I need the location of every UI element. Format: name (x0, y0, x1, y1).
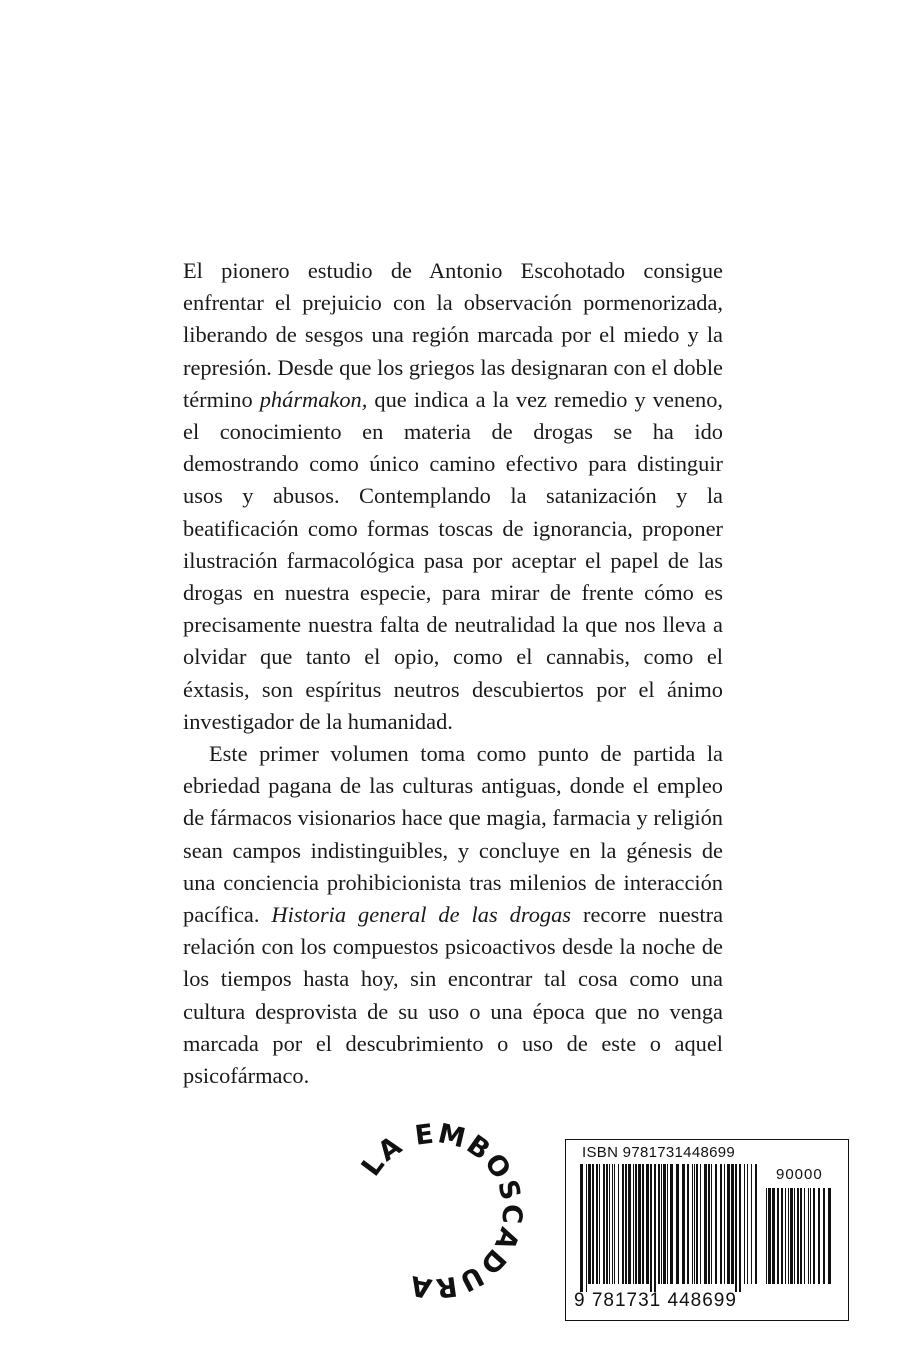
barcode-main-bars (580, 1164, 758, 1292)
barcode-main-digits: 9 781731 448699 (574, 1290, 737, 1311)
publisher-seal-logo (340, 1116, 530, 1306)
isbn-barcode (565, 1139, 849, 1321)
barcode-addon-digits: 90000 (776, 1166, 823, 1183)
blurb-p2-text-a: Este primer volumen toma como punto de partida la ebriedad pagana de las culturas antiguas, donde el empleo de fármacos visionarios hace que magia, farmacia y religión sean campos indistinguibles, y concluye en la génesis de una conciencia prohibicionista tras milenios de interacción pacífica. (183, 741, 723, 928)
blurb-p1-text-b: que indica a la vez remedio y veneno, el conocimiento en materia de drogas se ha ido demostrando como único camino efectivo para distinguir usos y abusos. Contemplando la satanización y la beatificación como formas toscas de ignorancia, proponer ilustración farmacológica pasa por aceptar el papel de las drogas en nuestra especie, para mirar de frente cómo es precisamente nuestra falta de neutralidad la que nos lleva a olvidar que tanto el opio, como el cannabis, como el éxtasis, son espíritus neutros descubiertos por el ánimo investigador de la humanidad. (183, 386, 723, 734)
blurb-p1-text-a: El pionero estudio de Antonio Escohotado consigue enfrentar el prejuicio con la observación pormenorizada, liberando de sesgos una región marcada por el miedo y la represión. Desde que los griegos las designaran con el doble término (183, 258, 723, 412)
back-cover-blurb (183, 255, 723, 1092)
isbn-label: ISBN 9781731448699 (582, 1144, 736, 1161)
blurb-paragraph-1 (183, 255, 723, 738)
publisher-seal-text: LA EMBOSCADURA (355, 1118, 528, 1304)
barcode-addon-bars (766, 1188, 831, 1292)
blurb-p2-italic-title: Historia general de las drogas (271, 902, 572, 928)
blurb-p2-text-b: recorre nuestra relación con los compuestos psicoactivos desde la noche de los tiempos hasta hoy, sin encontrar tal cosa como una cultura desprovista de su uso o una época que no venga marcada por el descubrimiento o uso de este o aquel psicofármaco. (183, 902, 724, 1089)
blurb-paragraph-2 (183, 738, 723, 1092)
blurb-p1-italic-term: phármakon, (259, 386, 368, 412)
